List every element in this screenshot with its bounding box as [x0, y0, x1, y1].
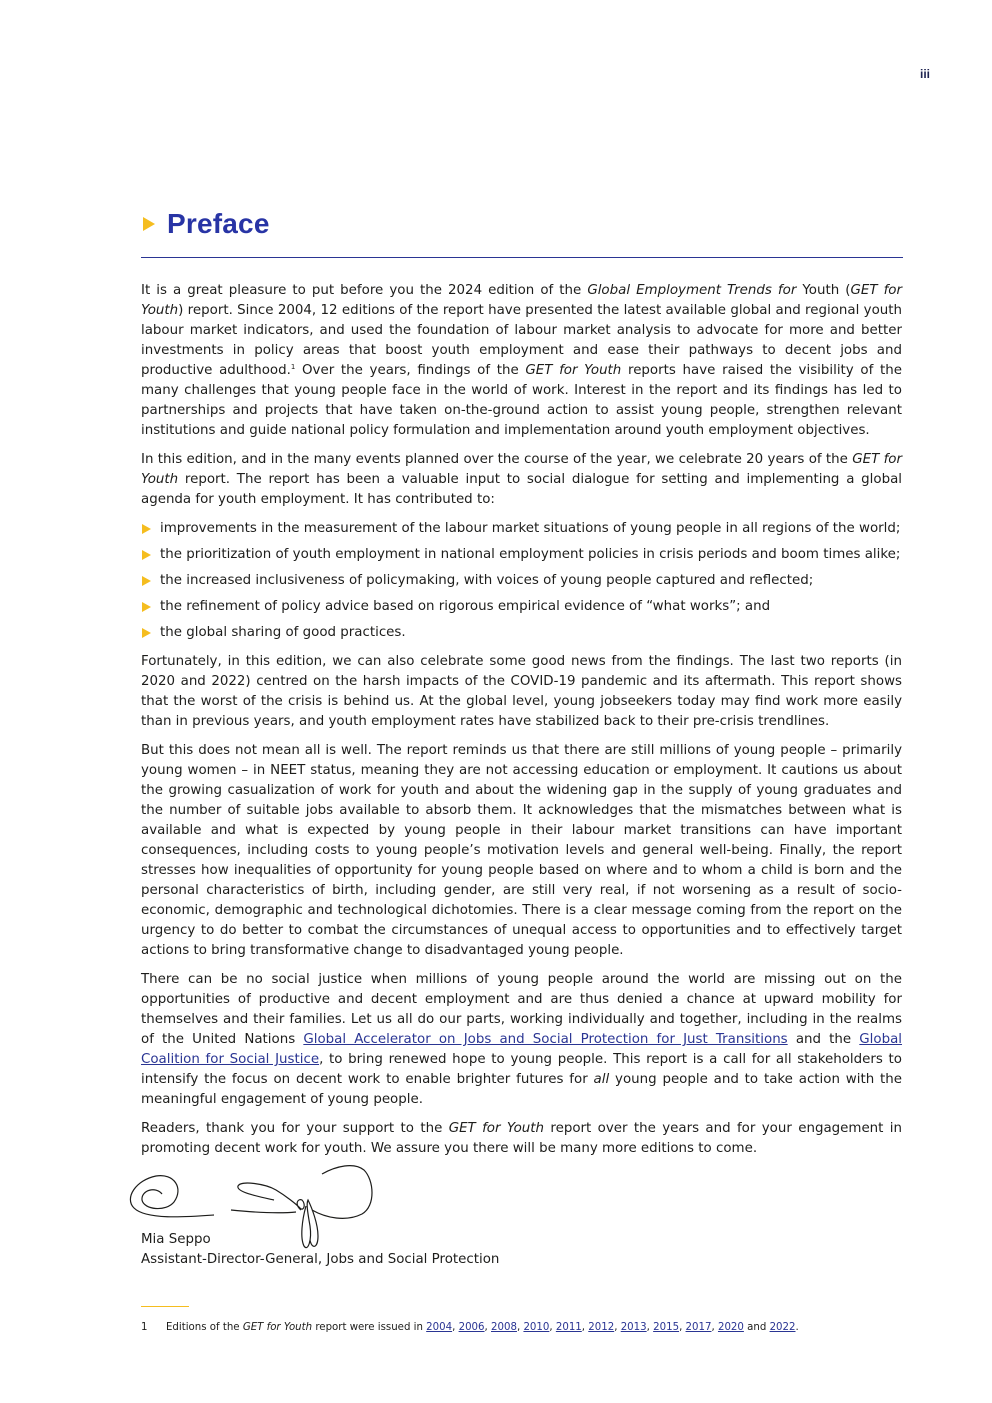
edition-link-2017[interactable]: 2017 — [685, 1322, 712, 1333]
list-item: the increased inclusiveness of policymaking, with voices of young people captured and reflected; — [141, 571, 902, 591]
triangle-bullet-icon — [142, 524, 151, 534]
signatory-role: Assistant-Director-General, Jobs and Social Protection — [141, 1252, 500, 1267]
edition-link-2008[interactable]: 2008 — [491, 1322, 517, 1333]
title-divider — [141, 257, 903, 258]
edition-link-2011[interactable]: 2011 — [555, 1322, 582, 1333]
page-number: iii — [919, 67, 930, 81]
edition-link-2022[interactable]: 2022 — [769, 1322, 796, 1333]
section-header — [141, 205, 903, 243]
edition-link-2004[interactable]: 2004 — [426, 1322, 453, 1333]
preface-body — [141, 281, 902, 1168]
footnote-text: Editions of the GET for Youth report were issued in 2004, 2006, 2008, 2010, 2011, 2012, 2013, 2015, 2017, 2020 and 2022. — [166, 1322, 799, 1333]
paragraph-5: There can be no social justice when millions of young people around the world are missing out on the opportunities of productive and decent employment and are thus denied a chance at upward mobility for themselves and their families. Let us all do our parts, working individually and together, including in the realms of the United Nations Global Accelerator on Jobs and Social Protection for Just Transitions and the Global Coalition for Social Justice, to bring renewed hope to young people. This report is a call for all stakeholders to intensify the focus on decent work to enable brighter futures for all young people and to take action with the meaningful engagement of young people. — [141, 972, 903, 1107]
signatory-name: Mia Seppo — [141, 1232, 211, 1247]
triangle-bullet-icon — [142, 550, 151, 560]
signatory-block — [141, 1230, 499, 1270]
edition-link-2006[interactable]: 2006 — [458, 1322, 485, 1333]
global-coalition-link[interactable]: Global Coalition for Social Justice — [141, 1032, 903, 1067]
list-item: improvements in the measurement of the labour market situations of young people in all regions of the world; — [141, 519, 902, 539]
paragraph-6: Readers, thank you for your support to the GET for Youth report over the years and for your engagement in promoting decent work for youth. We assure you there will be many more editions to come. — [141, 1121, 902, 1156]
paragraph-1: It is a great pleasure to put before you the 2024 edition of the Global Employment Trends for Youth (GET for Youth) report. Since 2004, 12 editions of the report have presented the latest available global and regional youth labour market indicators, and used the foundation of labour market analysis to advocate for more and better investments in policy areas that boost youth employment and ease their pathways to decent jobs and productive adulthood.$^1$ Over the years, findings of the GET for Youth reports have raised the visibility of the many challenges that young people face in the world of work. Interest in the report and its findings has led to partnerships and projects that have taken on-the-ground action to assist young people, strengthen relevant institutions and guide national policy formulation and implementation around youth employment objectives. — [141, 283, 903, 438]
page-title: Preface — [167, 208, 270, 239]
footnote-divider — [141, 1306, 189, 1307]
edition-link-2012[interactable]: 2012 — [588, 1322, 615, 1333]
global-accelerator-link[interactable]: Global Accelerator on Jobs and Social Protection for Just Transitions — [303, 1032, 788, 1047]
list-item: the global sharing of good practices. — [141, 623, 902, 643]
footnote — [141, 1320, 799, 1336]
triangle-bullet-icon — [142, 602, 151, 612]
edition-link-2013[interactable]: 2013 — [620, 1322, 647, 1333]
edition-link-2015[interactable]: 2015 — [653, 1322, 680, 1333]
triangle-bullet-icon — [142, 628, 151, 638]
edition-link-2020[interactable]: 2020 — [717, 1322, 744, 1333]
footnote-number: 1 — [141, 1322, 148, 1333]
paragraph-4: But this does not mean all is well. The report reminds us that there are still millions of young people – primarily young women – in NEET status, meaning they are not accessing education or employment. It cautions us about the growing casualization of work for youth and about the widening gap in the supply of young graduates and the number of suitable jobs available to absorb them. It acknowledges that the mismatches between what is available and what is expected by young people in their labour market transitions can have important consequences, including costs to young people’s motivation levels and general well-being. Finally, the report stresses how inequalities of opportunity for young people based on where and to whom a child is born and the personal characteristics of birth, including gender, are still very real, if not worsening as a result of socio-economic, demographic and technological dichotomies. There is a clear message coming from the report on the urgency to do better to combat the circumstances of unequal access to opportunities and to effectively target actions to bring transformative change to disadvantaged young people. — [141, 743, 902, 958]
paragraph-2: In this edition, and in the many events planned over the course of the year, we celebrate 20 years of the GET for Youth report. The report has been a valuable input to social dialogue for setting and implementing a global agenda for youth employment. It has contributed to: — [141, 452, 902, 507]
edition-link-2010[interactable]: 2010 — [523, 1322, 550, 1333]
paragraph-3: Fortunately, in this edition, we can also celebrate some good news from the findings. The last two reports (in 2020 and 2022) centred on the harsh impacts of the COVID-19 pandemic and its aftermath. This report shows that the worst of the crisis is behind us. At the global level, young jobseekers today may find work more easily than in previous years, and youth employment rates have stabilized back to their pre-crisis trendlines. — [141, 654, 902, 729]
list-item: the prioritization of youth employment in national employment policies in crisis periods and boom times alike; — [141, 545, 902, 565]
triangle-bullet-icon — [142, 576, 151, 586]
list-item: the refinement of policy advice based on rigorous empirical evidence of “what works”; and — [141, 597, 902, 617]
contributions-list — [141, 519, 902, 643]
triangle-bullet-icon — [143, 217, 155, 231]
footnote-reference[interactable]: 1 — [290, 363, 296, 371]
